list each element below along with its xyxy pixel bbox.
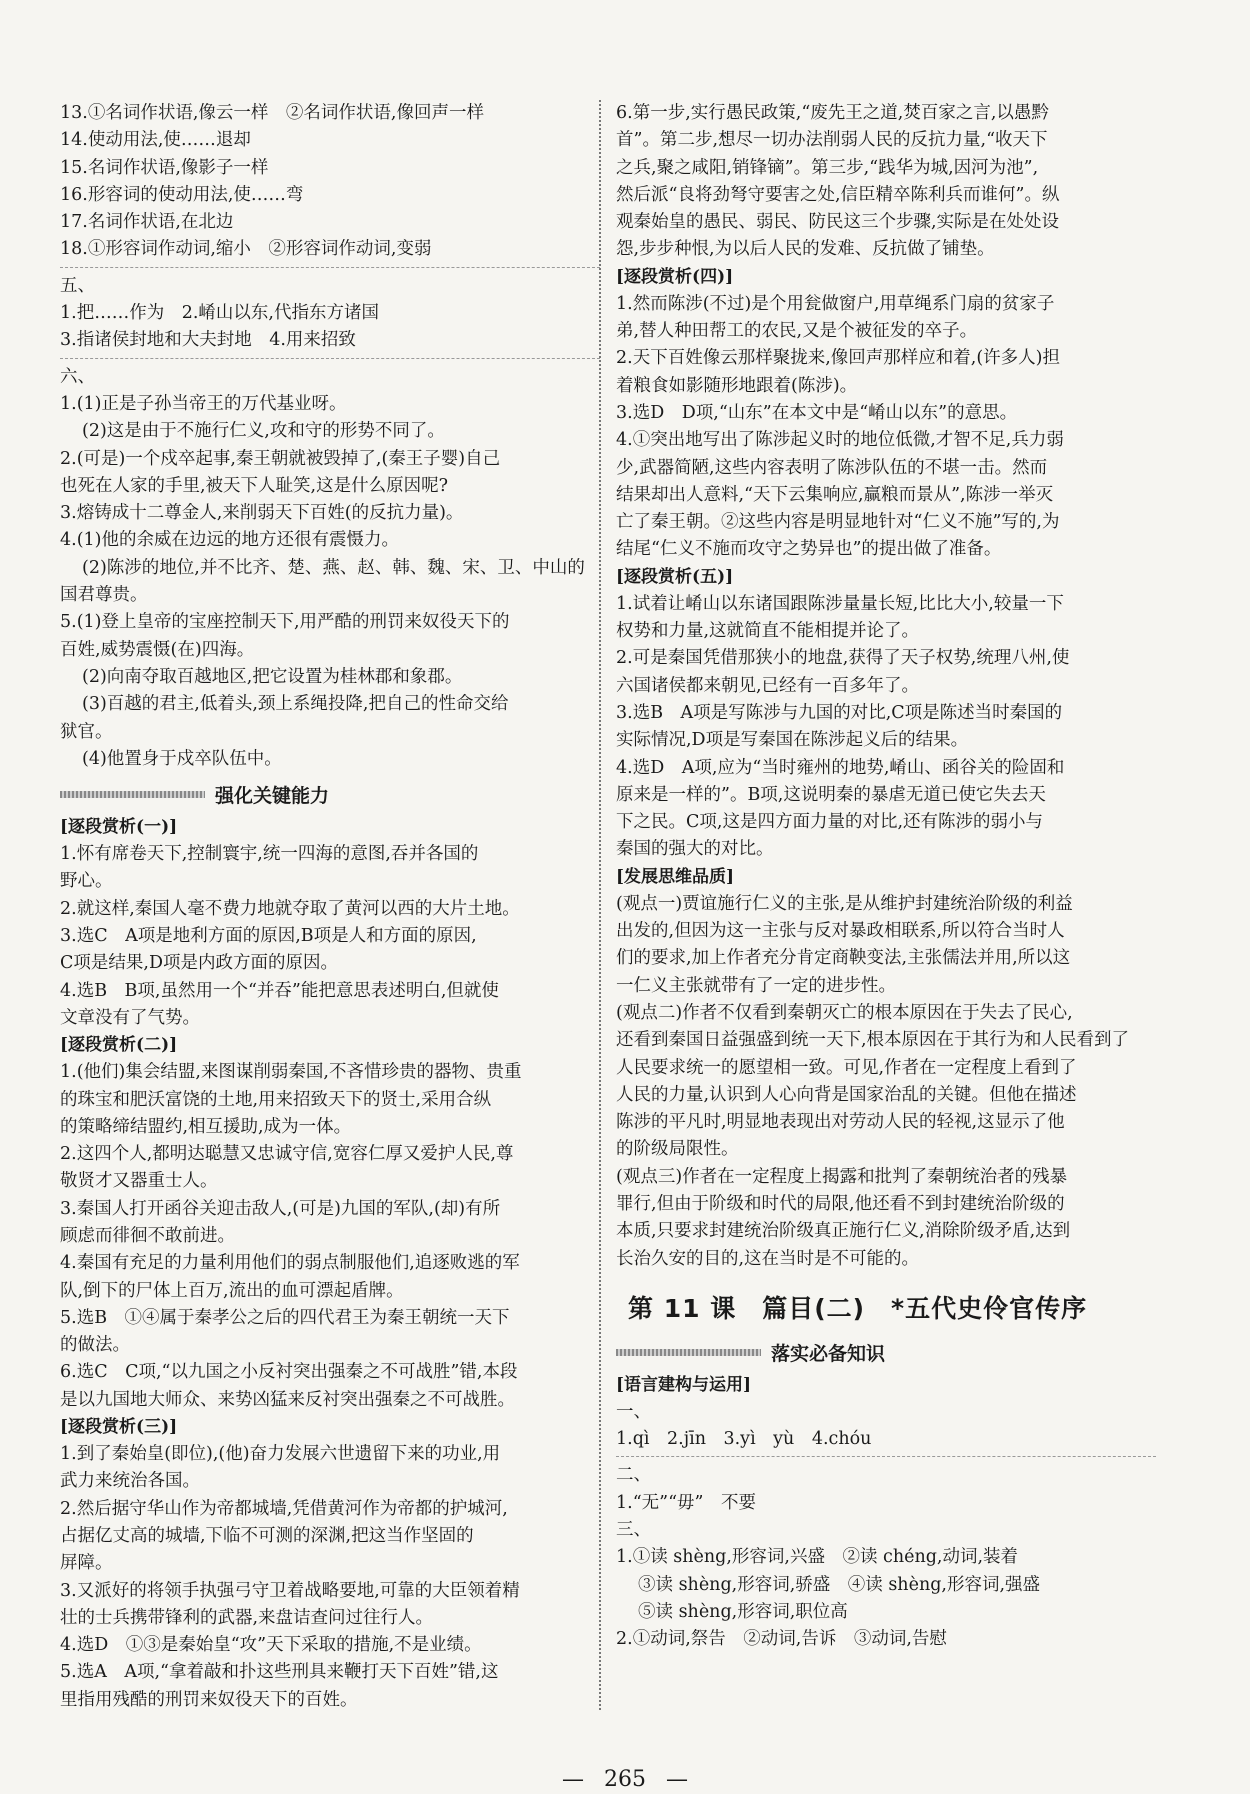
answer-line: 也死在人家的手里,被天下人耻笑,这是什么原因呢? — [60, 475, 449, 496]
answer-line: 3.选D D项,“山东”在本文中是“崤山以东”的意思。 — [616, 402, 1018, 423]
answer-line: 4.秦国有充足的力量利用他们的弱点制服他们,追逐败逃的军 — [60, 1253, 520, 1274]
answer-line: 权势和力量,这就简直不能相提并论了。 — [616, 621, 920, 642]
answer-line: 然后派“良将劲弩守要害之处,信臣精卒陈利兵而谁何”。纵 — [616, 184, 1060, 205]
right-column — [616, 100, 1156, 1654]
answer-line: 亡了秦王朝。②这些内容是明显地针对“仁义不施”写的,为 — [616, 512, 1060, 533]
answer-line: 敬贤才又器重士人。 — [60, 1171, 218, 1192]
page-number: 265 — [604, 1767, 646, 1792]
answer-line: 占据亿丈高的城墙,下临不可测的深渊,把这当作坚固的 — [60, 1525, 474, 1546]
answer-line: 是以九国地大师众、来势凶猛来反衬突出强秦之不可战胜。 — [60, 1389, 515, 1410]
answer-line: 二、 — [616, 1465, 651, 1486]
answer-line: 16.形容词的使动用法,使……弯 — [60, 184, 304, 205]
answer-line: 1.①读 shèng,形容词,兴盛 ②读 chéng,动词,装着 — [616, 1547, 1019, 1568]
answer-line: 少,武器简陋,这些内容表明了陈涉队伍的不堪一击。然而 — [616, 457, 1048, 478]
section-heading — [616, 1339, 1156, 1366]
answer-line: 的策略缔结盟约,相互援助,成为一体。 — [60, 1116, 352, 1137]
answer-line: 人民的力量,认识到人心向背是国家治乱的关键。但他在描述 — [616, 1084, 1077, 1105]
answer-line: 一仁义主张就带有了一定的进步性。 — [616, 975, 896, 996]
answer-line: 2.可是秦国凭借那狭小的地盘,获得了天子权势,统理八州,使 — [616, 648, 1070, 669]
answer-line: 结尾“仁义不施而攻守之势异也”的提出做了准备。 — [616, 539, 1002, 560]
answer-line: 野心。 — [60, 871, 113, 892]
section-separator — [616, 1456, 1156, 1457]
answer-line: 长治久安的目的,这在当时是不可能的。 — [616, 1248, 920, 1269]
answer-line: 结果却出人意料,“天下云集响应,赢粮而景从”,陈涉一举灭 — [616, 484, 1054, 505]
answer-line: 1.(他们)集会结盟,来图谋削弱秦国,不吝惜珍贵的器物、贵重 — [60, 1062, 522, 1083]
answer-line: 五、 — [60, 275, 95, 296]
section-heading-text: 落实必备知识 — [771, 1342, 886, 1365]
answer-line: 首”。第二步,想尽一切办法削弱人民的反抗力量,“收天下 — [616, 130, 1048, 151]
section-heading — [60, 781, 600, 808]
answer-line: 三、 — [616, 1520, 651, 1541]
answer-line: 3.熔铸成十二尊金人,来削弱天下百姓(的反抗力量)。 — [60, 503, 464, 524]
answer-line: 队,倒下的尸体上百万,流出的血可漂起盾牌。 — [60, 1280, 404, 1301]
answer-line: 4.(1)他的余威在边远的地方还很有震慑力。 — [60, 530, 399, 551]
section-separator — [60, 358, 600, 359]
answer-line: 13.①名词作状语,像云一样 ②名词作状语,像回声一样 — [60, 103, 484, 123]
answer-line: 1.然而陈涉(不过)是个用瓮做窗户,用草绳系门扇的贫家子 — [616, 293, 1055, 314]
answer-line: 3.选C A项是地利方面的原因,B项是人和方面的原因, — [60, 926, 477, 947]
answer-line: 4.①突出地写出了陈涉起义时的地位低微,才智不足,兵力弱 — [616, 430, 1064, 451]
answer-line: 5.(1)登上皇帝的宝座控制天下,用严酷的刑罚来奴役天下的 — [60, 612, 510, 633]
answer-line: (2)这是由于不施行仁义,攻和守的形势不同了。 — [82, 421, 445, 442]
answer-line: 6.选C C项,“以九国之小反衬突出强秦之不可战胜”错,本段 — [60, 1362, 518, 1383]
answer-line: 怨,步步种恨,为以后人民的发难、反抗做了铺垫。 — [616, 239, 995, 260]
answer-line: 本质,只要求封建统治阶级真正施行仁义,消除阶级矛盾,达到 — [616, 1221, 1071, 1242]
page-footer: — 265 — — [562, 1767, 688, 1792]
answer-line: (观点二)作者不仅看到秦朝灭亡的根本原因在于失去了民心, — [616, 1002, 1073, 1023]
answer-line: 1.“无”“毋” 不要 — [616, 1492, 756, 1513]
answer-line: 1.到了秦始皇(即位),(他)奋力发展六世遗留下来的功业,用 — [60, 1444, 501, 1465]
answer-line: 下之民。C项,这是四方面力量的对比,还有陈涉的弱小与 — [616, 812, 1044, 833]
answer-line: 5.选B ①④属于秦孝公之后的四代君王为秦王朝统一天下 — [60, 1307, 510, 1328]
answer-line: 狱官。 — [60, 721, 113, 742]
answer-line: 17.名词作状语,在北边 — [60, 212, 234, 233]
answer-line: 的珠宝和肥沃富饶的土地,用来招致天下的贤士,采用合纵 — [60, 1089, 492, 1110]
answer-line: 六、 — [60, 366, 95, 387]
answer-line: 六国诸侯都来朝见,已经有一百多年了。 — [616, 675, 920, 696]
answer-line: 百姓,威势震慑(在)四海。 — [60, 639, 255, 660]
answer-line: (2)陈涉的地位,并不比齐、楚、燕、赵、韩、魏、宋、卫、中山的 — [82, 557, 585, 578]
answer-line: 3.指诸侯封地和大夫封地 4.用来招致 — [60, 330, 356, 351]
left-column — [60, 100, 600, 1714]
answer-line: 还看到秦国日益强盛到统一天下,根本原因在于其行为和人民看到了 — [616, 1030, 1130, 1051]
answer-line: (3)百越的君主,低着头,颈上系绳投降,把自己的性命交给 — [82, 694, 509, 715]
answer-line: 15.名词作状语,像影子一样 — [60, 157, 269, 178]
answer-line: 弟,替人种田帮工的农民,又是个被征发的卒子。 — [616, 321, 978, 342]
answer-line: (4)他置身于戍卒队伍中。 — [82, 748, 282, 769]
answer-line: 4.选D ①③是秦始皇“攻”天下采取的措施,不是业绩。 — [60, 1635, 482, 1656]
answer-line: 武力来统治各国。 — [60, 1471, 200, 1492]
heading-bar-decoration — [616, 1349, 761, 1356]
answer-line: 1.试着让崤山以东诸国跟陈涉量量长短,比比大小,较量一下 — [616, 593, 1064, 614]
answer-line: (观点三)作者在一定程度上揭露和批判了秦朝统治者的残暴 — [616, 1166, 1068, 1187]
answer-line: 3.秦国人打开函谷关迎击敌人,(可是)九国的军队,(却)有所 — [60, 1198, 501, 1219]
heading-bar-decoration — [60, 791, 205, 798]
answer-line: 人民要求统一的愿望相一致。可见,作者在一定程度上看到了 — [616, 1057, 1077, 1078]
answer-line: (观点一)贾谊施行仁义的主张,是从维护封建统治阶级的利益 — [616, 893, 1073, 914]
answer-line: 2.就这样,秦国人毫不费力地就夺取了黄河以西的大片土地。 — [60, 898, 520, 919]
answer-line: 3.选B A项是写陈涉与九国的对比,C项是陈述当时秦国的 — [616, 702, 1063, 723]
answer-line: 文章没有了气势。 — [60, 1007, 200, 1028]
section-label: [逐段赏析(四)] — [616, 266, 734, 287]
answer-line: 出发的,但因为这一主张与反对暴政相联系,所以符合当时人 — [616, 921, 1065, 942]
answer-line: 4.选B B项,虽然用一个“并吞”能把意思表述明白,但就使 — [60, 980, 499, 1001]
answer-line: 原来是一样的”。B项,这说明秦的暴虐无道已使它失去天 — [616, 784, 1046, 805]
section-separator — [60, 267, 600, 268]
answer-line: 壮的士兵携带锋利的武器,来盘诘查问过往行人。 — [60, 1607, 434, 1628]
lesson-title: 第 11 课 篇目(二) *五代史伶官传序 — [628, 1293, 1088, 1323]
answer-line: 6.第一步,实行愚民政策,“废先王之道,焚百家之言,以愚黔 — [616, 103, 1049, 123]
answer-line: 的做法。 — [60, 1335, 130, 1356]
answer-line: 里指用残酷的刑罚来奴役天下的百姓。 — [60, 1689, 358, 1710]
answer-line: 之兵,聚之咸阳,销锋镝”。第三步,“践华为城,因河为池”, — [616, 157, 1039, 178]
answer-line: 2.然后据守华山作为帝都城墙,凭借黄河作为帝都的护城河, — [60, 1498, 508, 1519]
answer-line: 18.①形容词作动词,缩小 ②形容词作动词,变弱 — [60, 239, 432, 260]
answer-line: 14.使动用法,使……退却 — [60, 130, 251, 151]
answer-line: 1.qì 2.jīn 3.yì yù 4.chóu — [616, 1429, 872, 1450]
section-heading-text: 强化关键能力 — [215, 785, 330, 808]
answer-line: 一、 — [616, 1401, 651, 1422]
section-label: [逐段赏析(一)] — [60, 817, 178, 838]
answer-line: ③读 shèng,形容词,骄盛 ④读 shèng,形容词,强盛 — [638, 1574, 1041, 1595]
answer-line: 罪行,但由于阶级和时代的局限,他还看不到封建统治阶级的 — [616, 1193, 1065, 1214]
answer-line: ⑤读 shèng,形容词,职位高 — [638, 1601, 848, 1622]
answer-line: 2.(可是)一个戍卒起事,秦王朝就被毁掉了,(秦王子婴)自己 — [60, 448, 501, 469]
answer-line: 秦国的强大的对比。 — [616, 839, 774, 860]
answer-line: C项是结果,D项是内政方面的原因。 — [60, 953, 338, 974]
answer-line: 顾虑而徘徊不敢前进。 — [60, 1225, 235, 1246]
answer-line: 4.选D A项,应为“当时雍州的地势,崤山、函谷关的险固和 — [616, 757, 1065, 778]
answer-line: (2)向南夺取百越地区,把它设置为桂林郡和象郡。 — [82, 666, 463, 687]
answer-line: 国君尊贵。 — [60, 585, 148, 606]
answer-line: 的阶级局限性。 — [616, 1139, 739, 1160]
answer-line: 着粮食如影随形地跟着(陈涉)。 — [616, 375, 858, 396]
answer-line: 屏障。 — [60, 1553, 113, 1574]
section-label: [逐段赏析(二)] — [60, 1035, 178, 1056]
answer-line: 们的要求,加上作者充分肯定商鞅变法,主张儒法并用,所以这 — [616, 948, 1071, 969]
answer-line: 1.怀有席卷天下,控制寰宇,统一四海的意图,吞并各国的 — [60, 844, 479, 865]
section-label: [逐段赏析(三)] — [60, 1417, 178, 1438]
answer-line: 3.又派好的将领手执强弓守卫着战略要地,可靠的大臣领着精 — [60, 1580, 520, 1601]
answer-line: 1.(1)正是子孙当帝王的万代基业呀。 — [60, 393, 347, 414]
answer-line: 5.选A A项,“拿着敲和扑这些刑具来鞭打天下百姓”错,这 — [60, 1662, 499, 1683]
answer-line: 2.天下百姓像云那样聚拢来,像回声那样应和着,(许多人)担 — [616, 348, 1060, 369]
answer-line: 2.①动词,祭告 ②动词,告诉 ③动词,告慰 — [616, 1629, 947, 1650]
answer-line: 1.把……作为 2.崤山以东,代指东方诸国 — [60, 303, 379, 324]
answer-line: 2.这四个人,都明达聪慧又忠诚守信,宽容仁厚又爱护人民,尊 — [60, 1144, 514, 1165]
section-label: [逐段赏析(五)] — [616, 566, 734, 587]
answer-line: 陈涉的平凡时,明显地表现出对劳动人民的轻视,这显示了他 — [616, 1112, 1065, 1133]
answer-line: 观秦始皇的愚民、弱民、防民这三个步骤,实际是在处处设 — [616, 212, 1060, 233]
answer-line: 实际情况,D项是写秦国在陈涉起义后的结果。 — [616, 730, 969, 751]
section-label: [语言建构与运用] — [616, 1374, 752, 1395]
section-label: [发展思维品质] — [616, 866, 735, 887]
